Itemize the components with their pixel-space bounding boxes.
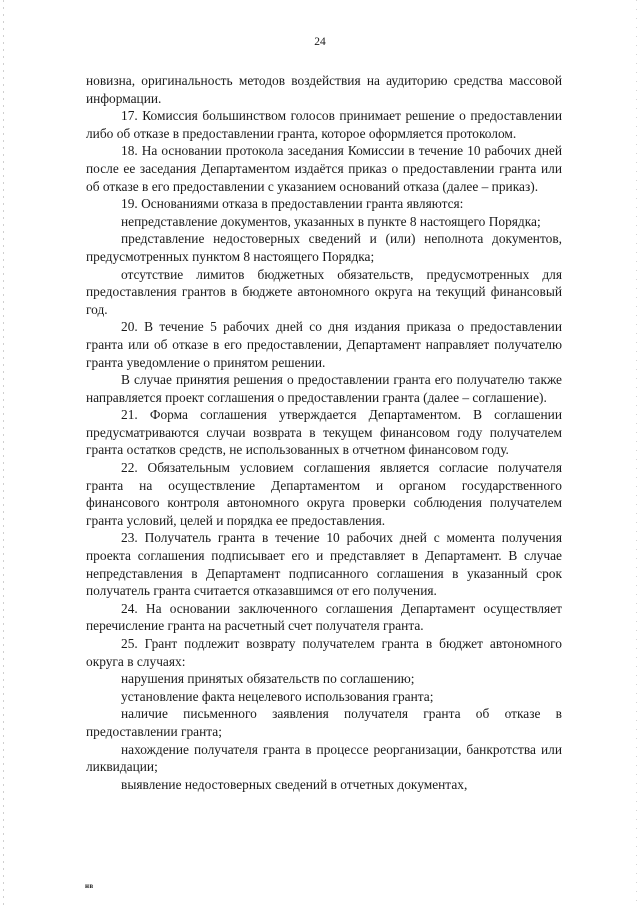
scan-edge-right [636,0,637,905]
paragraph: 19. Основаниями отказа в предоставлении гранта являются: [121,196,464,212]
paragraph: 24. На основании заключенного соглашения Департамент осуществляет перечисление гранта на расчетный счет получателя гранта. [86,600,562,634]
paragraph: В случае принятия решения о предоставлении гранта его получателю также направляется проект соглашения о предоставлении гранта (далее – соглашение). [86,372,562,405]
paragraph: выявление недостоверных сведений в отчетных документах, [121,776,468,792]
paragraph: установление факта нецелевого использования гранта; [121,688,434,704]
scan-edge-left [3,0,4,905]
paragraph: 20. В течение 5 рабочих дней со дня издания приказа о предоставлении гранта или об отказе в его предоставлении, Департамент направляет получателю гранта уведомление о принятом решении. [86,319,562,370]
footer-mark: нв [85,882,94,890]
paragraph: непредставление документов, указанных в пункте 8 настоящего Порядка; [121,213,541,229]
paragraph: отсутствие лимитов бюджетных обязательств, предусмотренных для предоставления грантов в бюджете автономного округа на текущий финансовый год. [86,266,562,317]
paragraph: 22. Обязательным условием соглашения является согласие получателя гранта на осуществление Департаментом и органом государственного финансового контроля автономного округа проверки соблюдения получателем гранта условий, целей и порядка ее предоставления. [86,460,562,528]
paragraph: 23. Получатель гранта в течение 10 рабочих дней с момента получения проекта соглашения подписывает его и представляет в Департамент. В случае непредставления в Департамент подписанного соглашения в указанный срок получатель гранта считается отказавшимся от его получения. [86,530,562,599]
paragraph: новизна, оригинальность методов воздействия на аудиторию средства массовой информации. [86,73,562,106]
paragraph: нахождение получателя гранта в процессе реорганизации, банкротства или ликвидации; [86,741,562,775]
paragraph: 21. Форма соглашения утверждается Департаментом. В соглашении предусматриваются случаи возврата в текущем финансовом году получателем гранта остатков средств, не использованных в отчетном финансовом году. [86,407,562,458]
page-number: 24 [314,36,326,48]
paragraph: представление недостоверных сведений и (или) неполнота документов, предусмотренных пунктом 8 настоящего Порядка; [86,231,562,264]
paragraph: наличие письменного заявления получателя гранта об отказе в предоставлении гранта; [86,706,562,739]
paragraph: 25. Грант подлежит возврату получателем гранта в бюджет автономного округа в случаях: [86,636,562,669]
document-body [86,72,562,793]
paragraph: нарушения принятых обязательств по соглашению; [121,671,415,687]
paragraph: 18. На основании протокола заседания Комиссии в течение 10 рабочих дней после ее заседания Департаментом издаётся приказ о предоставлении гранта или об отказе в его предоставлении с указанием оснований отказа (далее – приказ). [86,143,562,194]
paragraph: 17. Комиссия большинством голосов принимает решение о предоставлении либо об отказе в предоставлении гранта, которое оформляется протоколом. [86,108,562,141]
